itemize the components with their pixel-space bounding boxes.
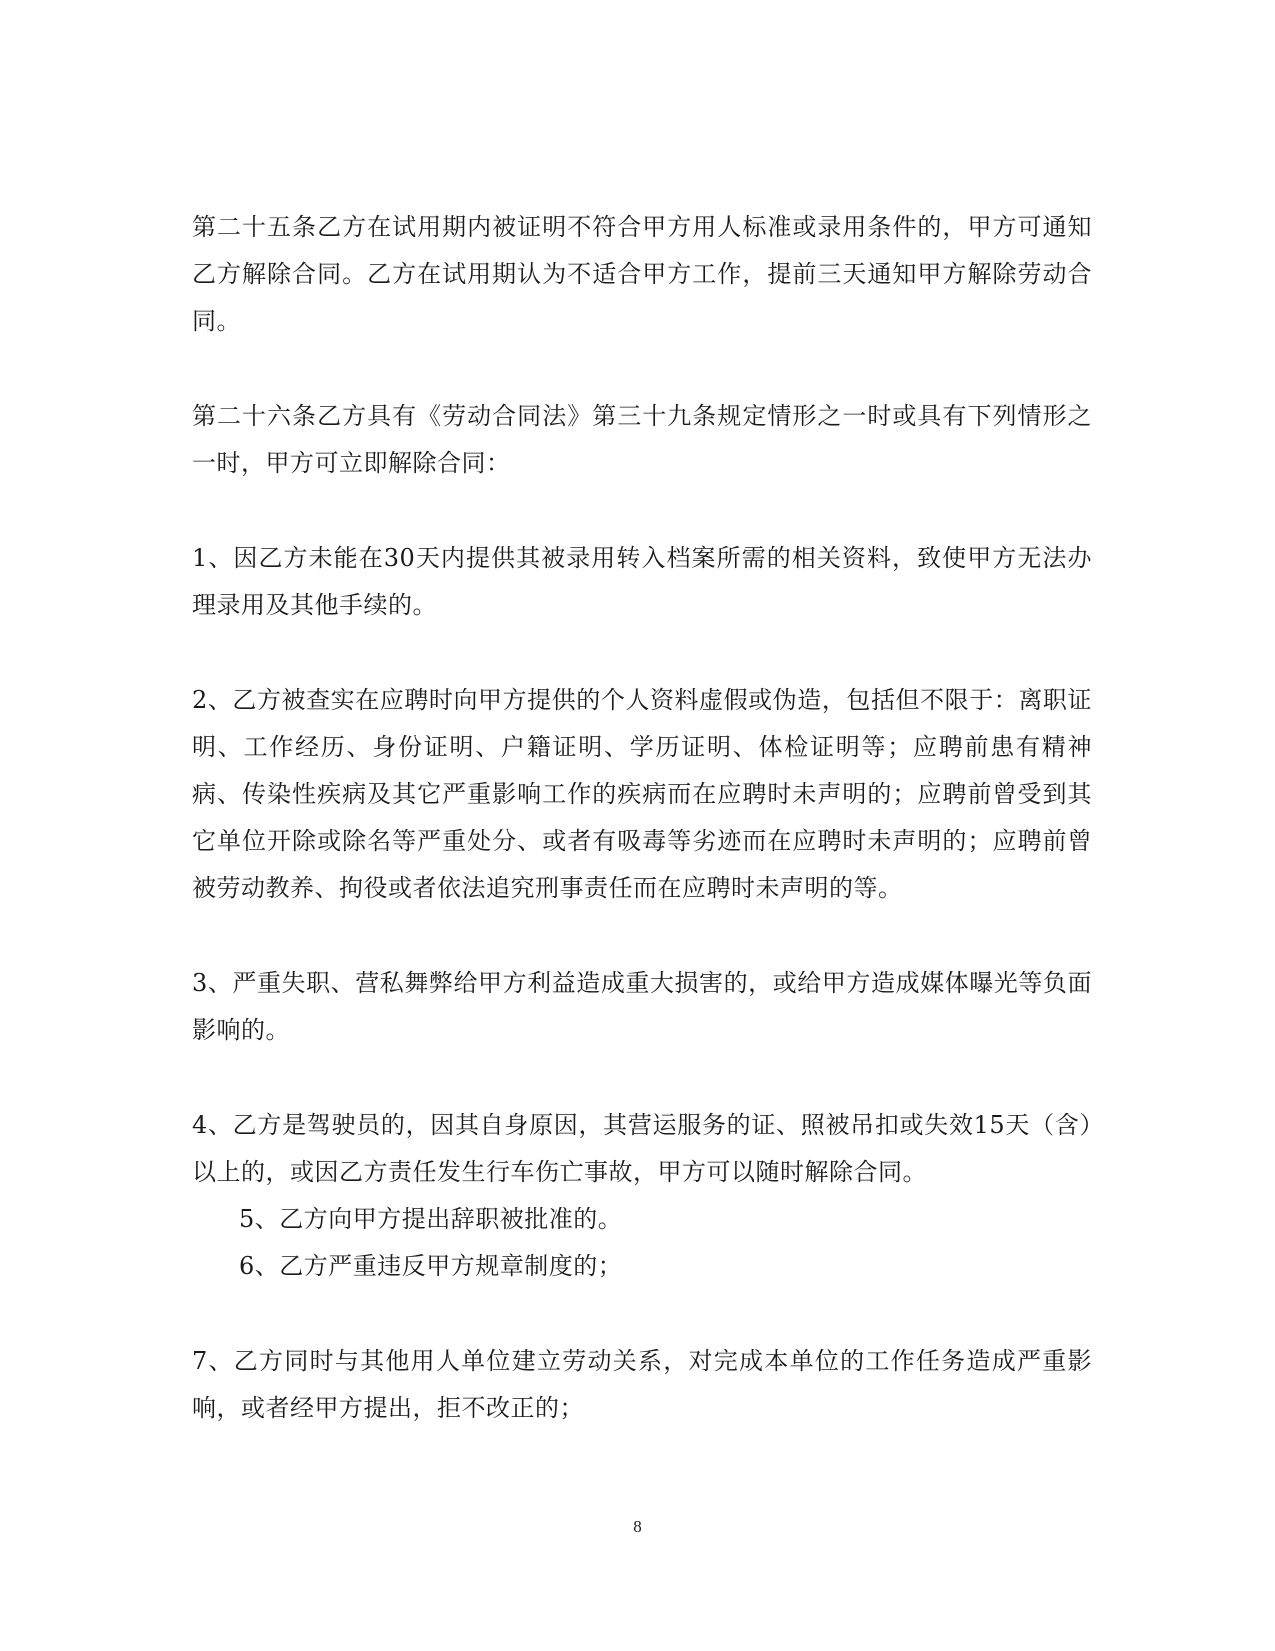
page-number: 8 bbox=[633, 1517, 642, 1536]
clause-25-paragraph: 第二十五条乙方在试用期内被证明不符合甲方用人标准或录用条件的，甲方可通知乙方解除合同。乙方在试用期认为不适合甲方工作，提前三天通知甲方解除劳动合同。 bbox=[192, 213, 1092, 335]
item-1-paragraph: 1、因乙方未能在30天内提供其被录用转入档案所需的相关资料，致使甲方无法办理录用及其他手续的。 bbox=[192, 544, 1092, 619]
item-6-line: 6、乙方严重违反甲方规章制度的； bbox=[239, 1252, 623, 1280]
item-4-paragraph: 4、乙方是驾驶员的，因其自身原因，其营运服务的证、照被吊扣或失效15天（含）以上的，或因乙方责任发生行车伤亡事故，甲方可以随时解除合同。 bbox=[192, 1111, 1092, 1186]
item-7-paragraph: 7、乙方同时与其他用人单位建立劳动关系，对完成本单位的工作任务造成严重影响，或者经甲方提出，拒不改正的； bbox=[192, 1347, 1092, 1422]
clause-26-paragraph: 第二十六条乙方具有《劳动合同法》第三十九条规定情形之一时或具有下列情形之一时，甲方可立即解除合同： bbox=[192, 402, 1092, 477]
item-5-line: 5、乙方向甲方提出辞职被批准的。 bbox=[239, 1205, 623, 1233]
document-body bbox=[192, 204, 1092, 1480]
item-2-paragraph: 2、乙方被查实在应聘时向甲方提供的个人资料虚假或伪造，包括但不限于：离职证明、工作经历、身份证明、户籍证明、学历证明、体检证明等；应聘前患有精神病、传染性疾病及其它严重影响工作的疾病而在应聘时未声明的；应聘前曾受到其它单位开除或除名等严重处分、或者有吸毒等劣迹而在应聘时未声明的；应聘前曾被劳动教养、拘役或者依法追究刑事责任而在应聘时未声明的等。 bbox=[192, 686, 1092, 902]
item-3-paragraph: 3、严重失职、营私舞弊给甲方利益造成重大损害的，或给甲方造成媒体曝光等负面影响的。 bbox=[192, 969, 1092, 1044]
